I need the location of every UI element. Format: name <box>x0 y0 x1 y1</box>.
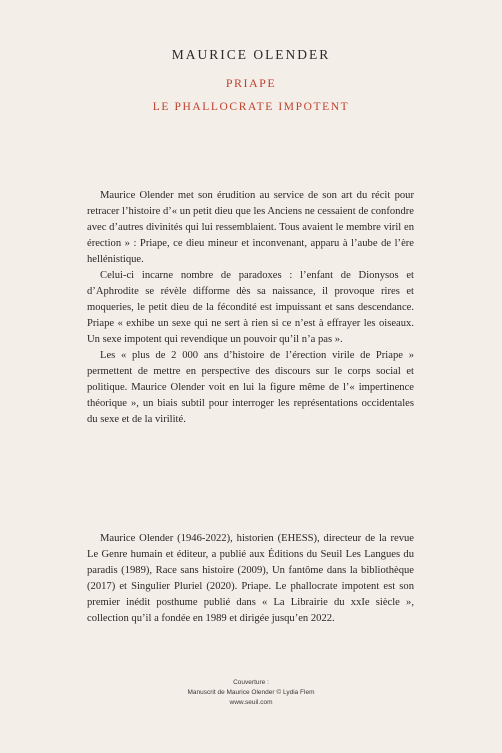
summary-paragraph-2: Celui-ci incarne nombre de paradoxes : l’enfant de Dionysos et d’Aphrodite se révèle difforme dès sa naissance, il provoque rires et moqueries, le petit dieu de la fécondité est impuissant et sans descendance. Priape « exhibe un sexe qui ne sert à rien si ce n’est à effrayer les oiseaux. Un sexe impotent qui revendique un pouvoir qu’il n’a pas ». <box>87 270 414 345</box>
bio-paragraph: Maurice Olender (1946-2022), historien (EHESS), directeur de la revue Le Genre humain et éditeur, a publié aux Éditions du Seuil Les Langues du paradis (1989), Race sans histoire (2009), Un fantôme dans la bibliothèque (2017) et Singulier Pluriel (2020). Priape. Le phallocrate impotent est son premier inédit posthume publié dans « La Librairie du xxIe siècle », collection qu’il a fondée en 1989 et dirigée jusqu’en 2022. <box>87 533 414 624</box>
author-bio <box>87 531 414 627</box>
book-subtitle: LE PHALLOCRATE IMPOTENT <box>152 101 350 113</box>
credits-heading: Couverture : <box>233 679 269 686</box>
credits-manuscript: Manuscrit de Maurice Olender © Lydia Flem <box>187 689 315 696</box>
book-title: PRIAPE <box>225 76 277 90</box>
summary-paragraph-1: Maurice Olender met son érudition au service de son art du récit pour retracer l’histoire d’« un petit dieu que les Anciens ne cessaient de confondre avec d’autres divinités qui lui ressemblaient. Tous avaient le membre viril en érection » : Priape, ce dieu mineur et inconvenant, apparu à l’aube de l’ère hellénistique. <box>87 190 414 265</box>
cover-credits <box>0 678 502 708</box>
author-name: MAURICE OLENDER <box>171 47 331 62</box>
summary-text <box>87 188 414 428</box>
summary-paragraph-3: Les « plus de 2 000 ans d’histoire de l’érection virile de Priape » permettent de mettre en perspective des discours sur le corps social et politique. Maurice Olender voit en lui la figure même de l’« impertinence théorique », un biais subtil pour interroger les représentations occidentales du sexe et de la virilité. <box>87 350 414 425</box>
publisher-url: www.seuil.com <box>229 699 273 706</box>
